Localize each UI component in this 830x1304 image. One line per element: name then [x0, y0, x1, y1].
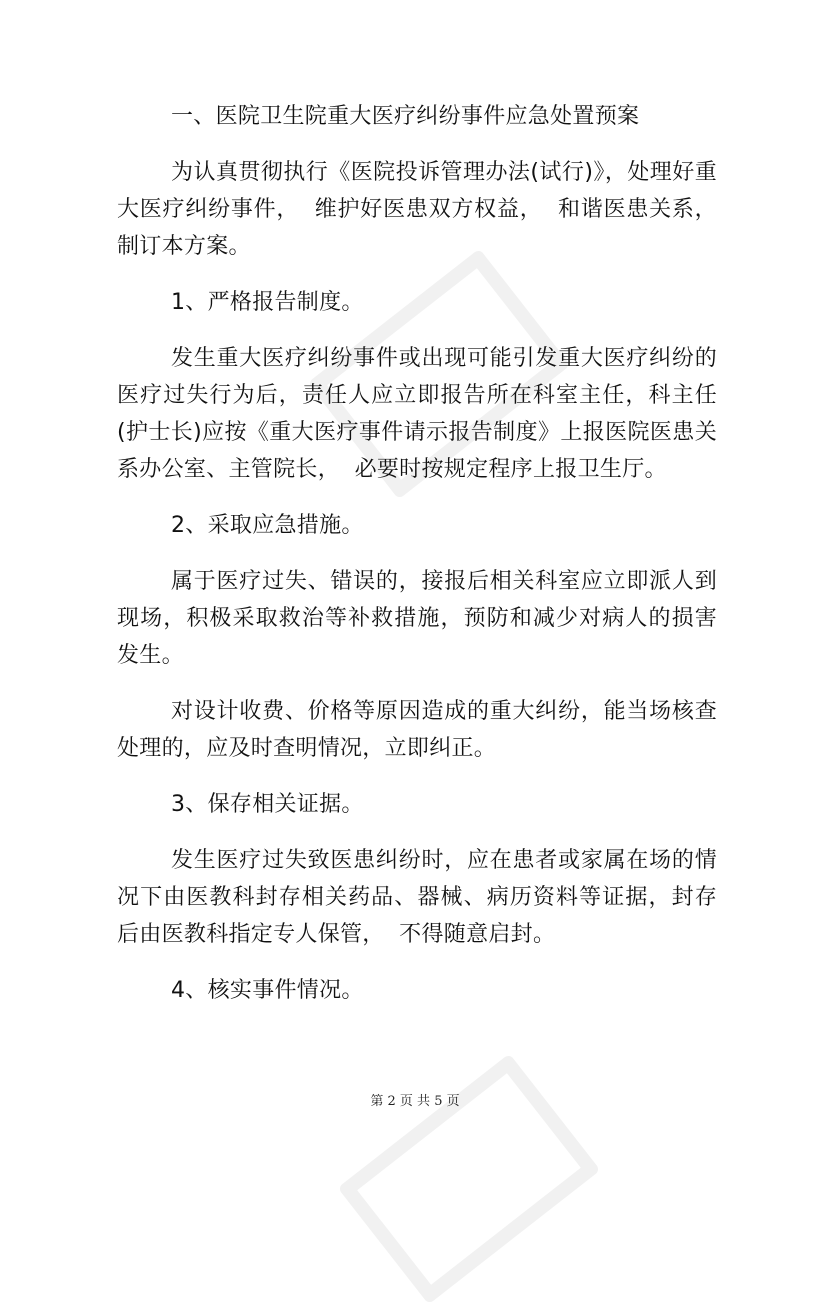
paragraph: 发生医疗过失致医患纠纷时，应在患者或家属在场的情况下由医教科封存相关药品、器械、病历资料等证据，封存后由医教科指定专人保管， 不得随意启封。: [117, 848, 717, 947]
page-number-footer: 第 2 页 共 5 页: [370, 1094, 460, 1109]
section-heading: 3、保存相关证据。: [171, 792, 364, 817]
paragraph: 发生重大医疗纠纷事件或出现可能引发重大医疗纠纷的医疗过失行为后，责任人应立即报告所在科室主任，科主任(护士长)应按《重大医疗事件请示报告制度》上报医院医患关系办公室、主管院长， 必要时按规定程序上报卫生厅。: [117, 346, 717, 482]
document-body: [117, 98, 717, 1028]
section-heading: 4、核实事件情况。: [171, 978, 364, 1003]
document-title: 一、医院卫生院重大医疗纠纷事件应急处置预案: [171, 104, 640, 129]
section-heading: 1、严格报告制度。: [171, 290, 364, 315]
section-heading: 2、采取应急措施。: [171, 513, 364, 538]
paragraph: 为认真贯彻执行《医院投诉管理办法(试行)》，处理好重大医疗纠纷事件， 维护好医患双方权益， 和谐医患关系，制订本方案。: [117, 160, 717, 259]
paragraph: 属于医疗过失、错误的，接报后相关科室应立即派人到现场，积极采取救治等补救措施，预防和减少对病人的损害发生。: [117, 569, 717, 668]
paragraph: 对设计收费、价格等原因造成的重大纠纷，能当场核查处理的，应及时查明情况，立即纠正。: [117, 699, 717, 761]
